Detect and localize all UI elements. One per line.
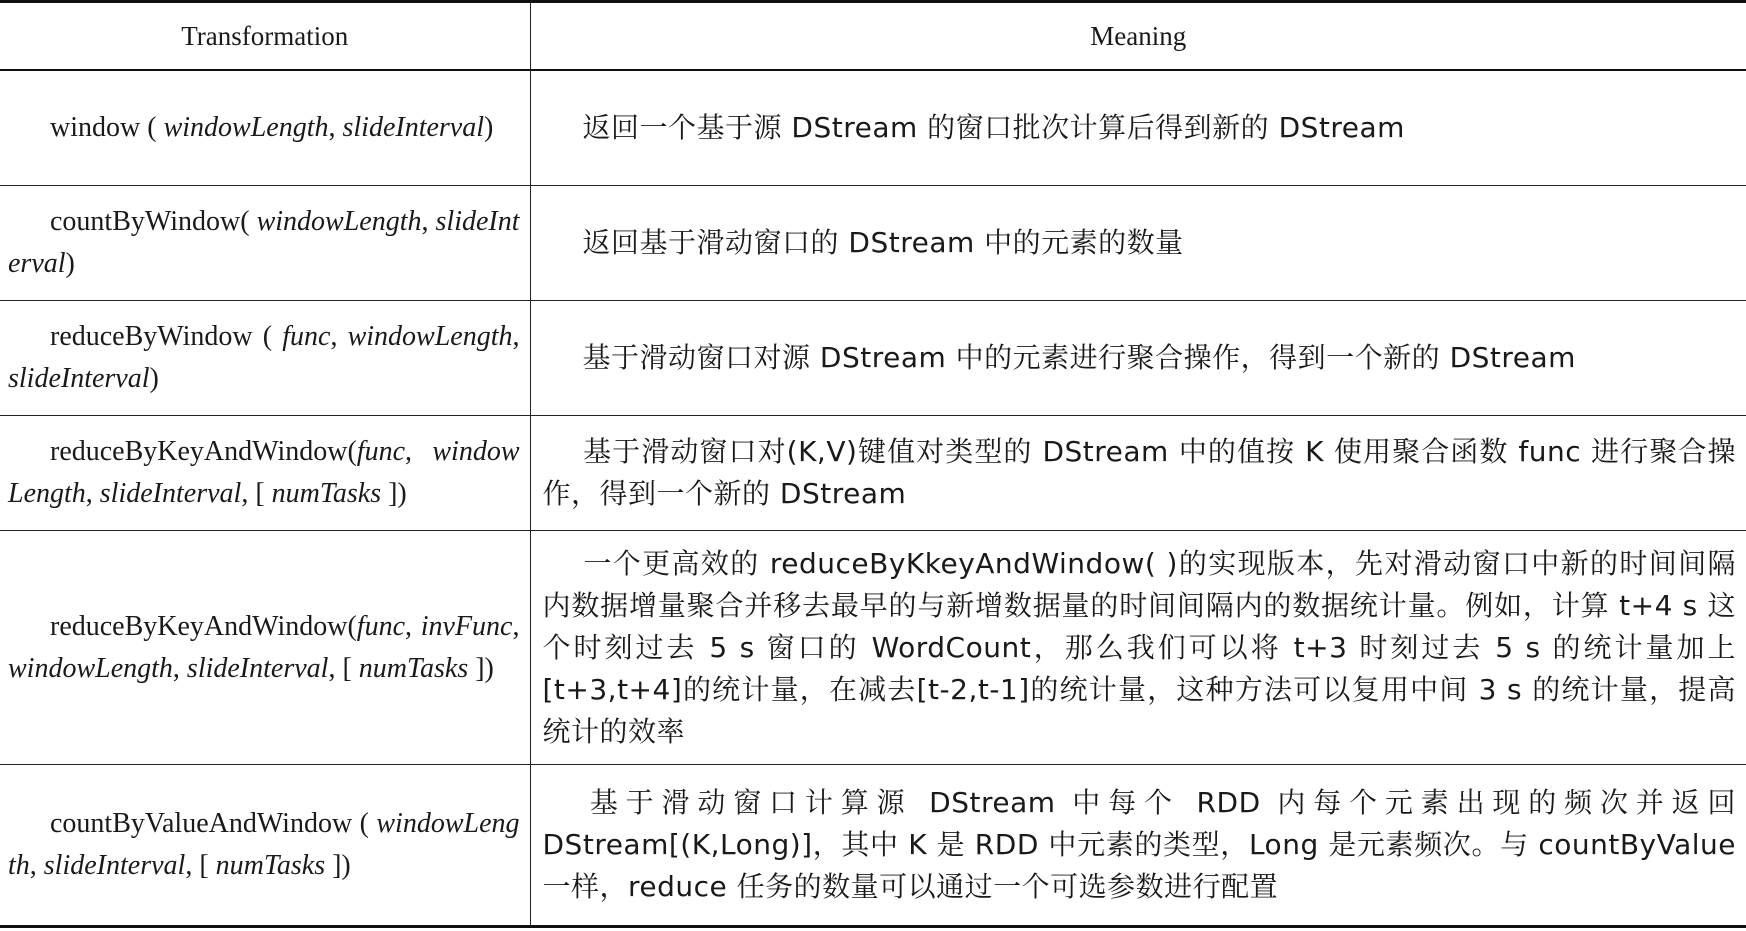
meaning-cell [530,416,1746,531]
header-transformation: Transformation [0,2,530,71]
function-name: reduceByWindow [50,321,253,353]
open-paren: ( [252,321,283,353]
open-paren: ( [347,610,357,642]
transformation-cell: window ( windowLength, slideInterval) [0,70,530,185]
table-row [0,300,1746,415]
param: windowLength [163,111,329,143]
param: slideInterval [342,111,485,143]
optional-param: numTasks [215,850,326,882]
meaning-cell [530,70,1746,185]
param: windowLength [8,808,520,882]
open-paren: ( [240,205,257,237]
param: func [356,610,406,642]
table-row [0,70,1746,185]
open-paren: ( [140,111,164,143]
table-row [0,185,1746,300]
table-row [0,531,1746,765]
function-name: countByValueAndWindow [50,808,353,840]
param: slideInterval [8,205,520,279]
meaning-cell [530,765,1746,927]
meaning-text: 基于滑动窗口计算源 DStream 中每个 RDD 内每个元素出现的频次并返回 DStream[(K,Long)]，其中 K 是 RDD 中元素的类型，Long 是元素频次。与 countByValue 一样，reduce 任务的数量可以通过一个可选参数进行配置 [542,786,1736,904]
transformation-cell: reduceByKeyAndWindow(func, windowLength, slideInterval, [ numTasks ]) [0,416,530,531]
param: slideInterval [186,652,329,684]
param: slideInterval [8,363,150,395]
header-row [0,2,1746,71]
meaning-text: 基于滑动窗口对源 DStream 中的元素进行聚合操作，得到一个新的 DStream [582,341,1576,375]
param: windowLength [256,205,422,237]
param: slideInterval [99,478,242,510]
table-row [0,416,1746,531]
meaning-text: 一个更高效的 reduceByKkeyAndWindow( )的实现版本，先对滑动窗口中新的时间间隔内数据增量聚合并移去最早的与新增数据量的时间间隔内的数据统计量。例如，计算 t+4 s 这个时刻过去 5 s 窗口的 WordCount，那么我们可以将 t+3 时刻过去 5 s 的统计量加上[t+3,t+4]的统计量，在减去[t-2,t-1]的统计量，这种方法可以复用中间 3 s 的统计量，提高统计的效率 [542,546,1736,748]
meaning-text: 返回基于滑动窗口的 DStream 中的元素的数量 [582,225,1184,259]
param: windowLength [8,436,520,510]
transformation-cell: reduceByKeyAndWindow(func, invFunc, windowLength, slideInterval, [ numTasks ]) [0,531,530,765]
meaning-cell [530,300,1746,415]
transformation-cell: reduceByWindow ( func, windowLength, slideInterval) [0,300,530,415]
transformation-cell: countByWindow( windowLength, slideInterval) [0,185,530,300]
optional-param: numTasks [358,652,469,684]
function-name: reduceByKeyAndWindow [50,610,348,642]
meaning-text: 基于滑动窗口对(K,V)键值对类型的 DStream 中的值按 K 使用聚合函数 func 进行聚合操作，得到一个新的 DStream [542,435,1736,511]
param: windowLength [8,652,173,684]
function-name: countByWindow [50,205,241,237]
meaning-cell [530,185,1746,300]
meaning-text: 返回一个基于源 DStream 的窗口批次计算后得到新的 DStream [582,110,1405,144]
function-name: window [50,111,141,143]
param: func [282,321,331,353]
param: slideInterval [43,850,186,882]
param: func [356,436,406,468]
open-paren: ( [352,808,377,840]
table-row [0,765,1746,927]
meaning-cell [530,531,1746,765]
header-meaning: Meaning [530,2,1746,71]
optional-param: numTasks [271,478,382,510]
param: windowLength [347,321,513,353]
open-paren: ( [347,436,357,468]
function-name: reduceByKeyAndWindow [50,436,348,468]
transformation-cell: countByValueAndWindow ( windowLength, slideInterval, [ numTasks ]) [0,765,530,927]
param: invFunc [420,610,513,642]
